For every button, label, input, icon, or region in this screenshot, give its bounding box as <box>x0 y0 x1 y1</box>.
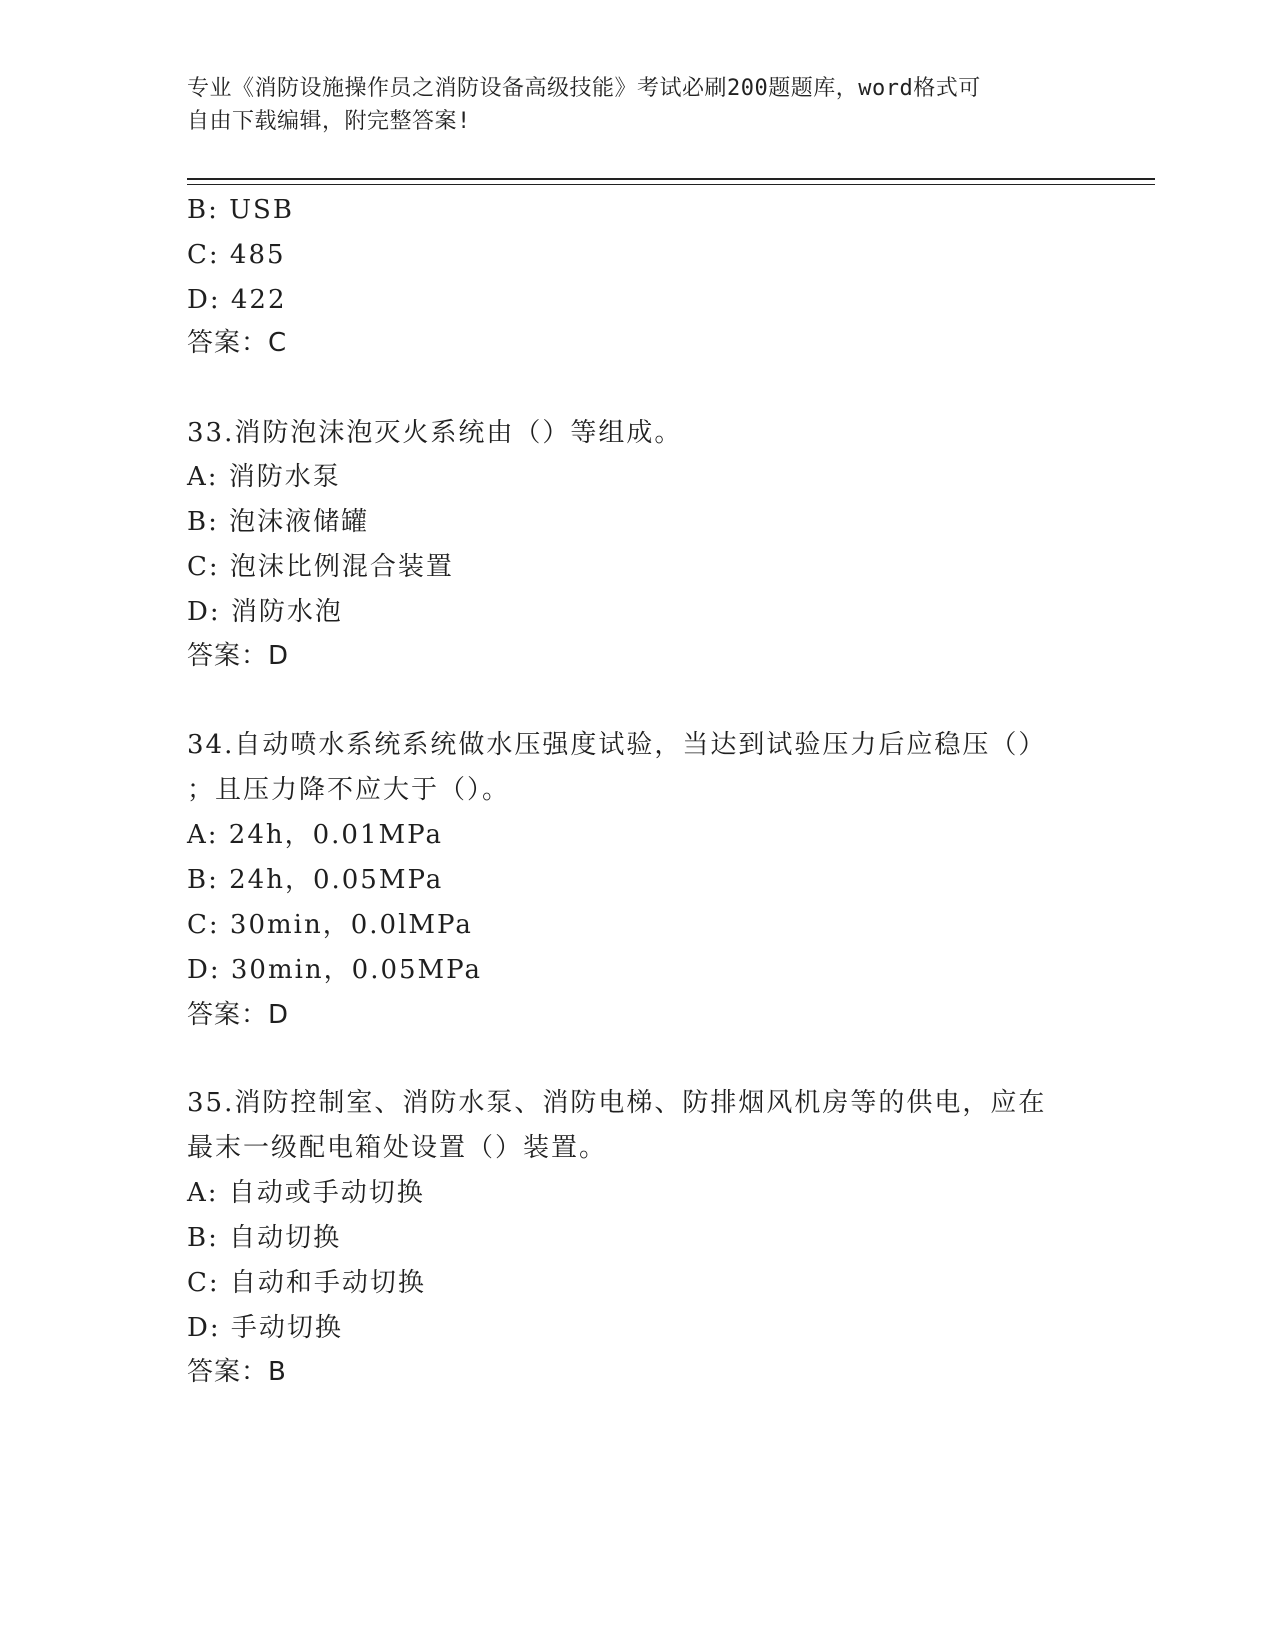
question-34-answer: 答案：D <box>187 1000 290 1030</box>
option-b: B: USB <box>187 195 294 225</box>
question-33-stem: 33.消防泡沫泡灭火系统由（）等组成。 <box>187 418 683 448</box>
question-35-option-b: B: 自动切换 <box>187 1223 342 1253</box>
answer-line: 答案：C <box>187 328 288 358</box>
question-35-stem-line-2: 最末一级配电箱处设置（）装置。 <box>187 1133 608 1163</box>
header-divider-thick <box>187 178 1155 180</box>
document-header <box>187 72 1067 138</box>
question-34-option-d: D: 30min，0.05MPa <box>187 955 483 985</box>
option-c: C: 485 <box>187 240 286 270</box>
question-33-answer: 答案：D <box>187 641 290 671</box>
question-35-answer: 答案：B <box>187 1357 287 1387</box>
question-35-option-d: D: 手动切换 <box>187 1313 343 1343</box>
question-34-stem-line-2: ；且压力降不应大于（）。 <box>187 775 511 805</box>
question-35-option-a: A: 自动或手动切换 <box>187 1178 425 1208</box>
question-33-option-a: A: 消防水泵 <box>187 462 341 492</box>
option-d: D: 422 <box>187 285 287 315</box>
question-34-option-b: B: 24h，0.05MPa <box>187 865 444 895</box>
question-34-option-a: A: 24h，0.01MPa <box>187 820 443 850</box>
question-33-option-b: B: 泡沫液储罐 <box>187 507 370 537</box>
question-34-stem-line-1: 34.自动喷水系统系统做水压强度试验，当达到试验压力后应稳压（） <box>187 730 1047 760</box>
header-line-2: 自由下载编辑，附完整答案! <box>187 109 471 134</box>
question-33-option-d: D: 消防水泡 <box>187 597 343 627</box>
question-34-option-c: C: 30min，0.0lMPa <box>187 910 473 940</box>
question-35-stem-line-1: 35.消防控制室、消防水泵、消防电梯、防排烟风机房等的供电，应在 <box>187 1088 1047 1118</box>
question-33-option-c: C: 泡沫比例混合装置 <box>187 552 454 582</box>
header-divider-thin <box>187 184 1155 185</box>
question-35-option-c: C: 自动和手动切换 <box>187 1268 426 1298</box>
header-line-1: 专业《消防设施操作员之消防设备高级技能》考试必刷200题题库，word格式可 <box>187 76 981 101</box>
